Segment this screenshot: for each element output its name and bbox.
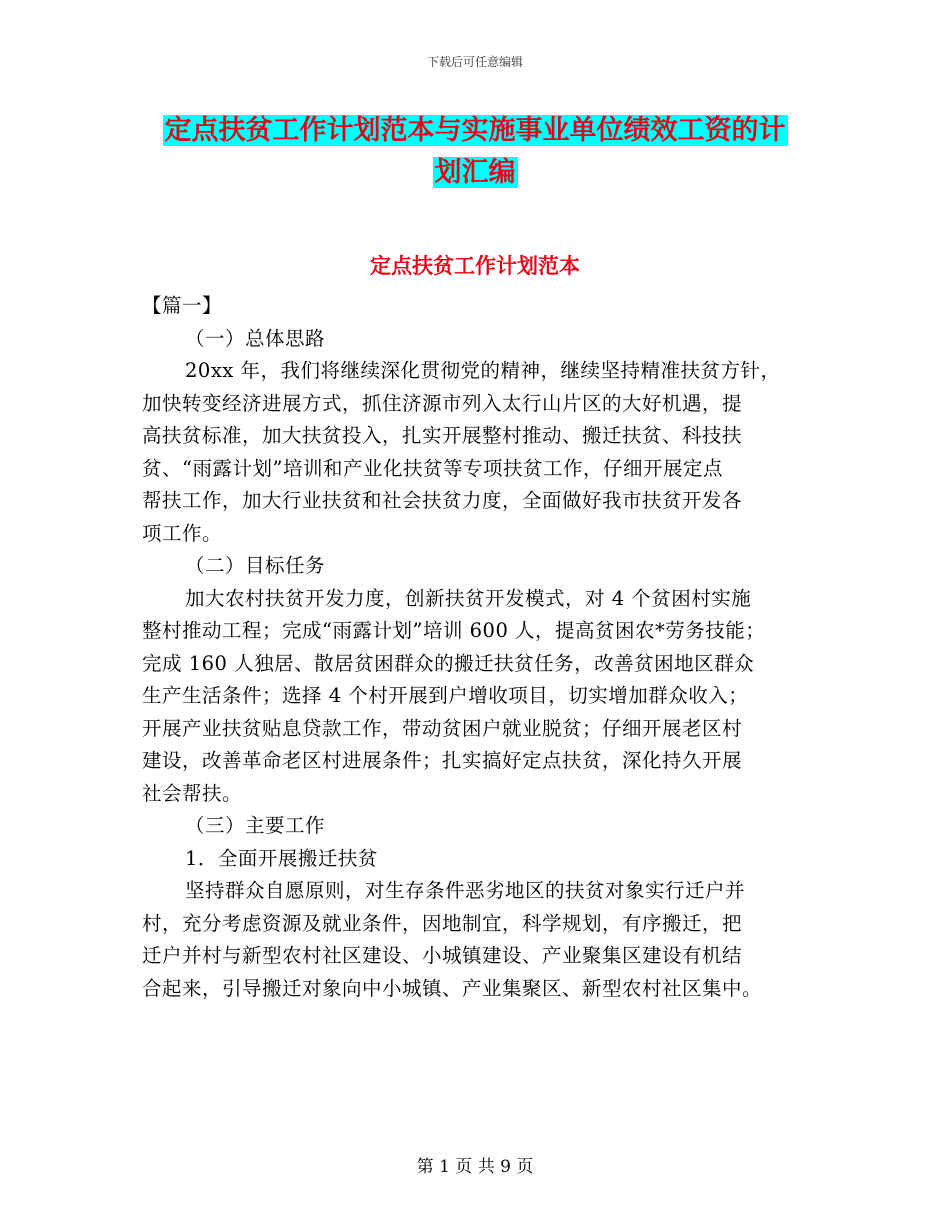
text-line: 项工作。: [142, 521, 223, 545]
title-line-2: 划汇编: [434, 157, 516, 188]
text-line: 建设，改善革命老区村进展条件；扎实搞好定点扶贫，深化持久开展: [142, 749, 743, 772]
text-line: 迁户并村与新型农村社区建设、小城镇建设、产业聚集区建设有机结: [142, 944, 743, 967]
text-line: 整村推动工程；完成“雨露计划”培训 600 人，提高贫困农*劳务技能；: [142, 619, 766, 642]
text-line: 生产生活条件；选择 4 个村开展到户增收项目，切实增加群众收入；: [142, 684, 749, 707]
text-line: 1．全面开展搬迁扶贫: [185, 846, 378, 870]
title-line-1: 定点扶贫工作计划范本与实施事业单位绩效工资的计: [164, 115, 786, 146]
text-line: 开展产业扶贫贴息贷款工作，带动贫困户就业脱贫；仔细开展老区村: [142, 716, 743, 740]
text-line: 村，充分考虑资源及就业条件，因地制宜，科学规划，有序搬迁，把: [142, 911, 743, 935]
text-line: （一）总体思路: [185, 326, 326, 350]
text-line: 完成 160 人独居、散居贫困群众的搬迁扶贫任务，改善贫困地区群众: [142, 651, 755, 675]
text-line: 坚持群众自愿原则，对生存条件恶劣地区的扶贫对象实行迁户并: [185, 879, 746, 902]
header-note: 下载后可任意编辑: [426, 55, 523, 69]
text-line: 合起来，引导搬迁对象向中小城镇、产业集聚区、新型农村社区集中。: [142, 976, 763, 1000]
section-title: 定点扶贫工作计划范本: [370, 254, 580, 278]
text-line: 20xx 年，我们将继续深化贯彻党的精神，继续坚持精准扶贫方针，: [185, 359, 781, 382]
document-title: [0, 110, 950, 194]
text-line: （三）主要工作: [185, 814, 326, 837]
text-line: 高扶贫标准，加大扶贫投入，扎实开展整村推动、搬迁扶贫、科技扶: [142, 424, 743, 447]
text-line: 加大农村扶贫开发力度，创新扶贫开发模式，对 4 个贫困村实施: [185, 586, 752, 610]
text-line: （二）目标任务: [185, 554, 326, 577]
text-line: 帮扶工作，加大行业扶贫和社会扶贫力度，全面做好我市扶贫开发各: [142, 489, 743, 512]
text-line: 加快转变经济进展方式，抓住济源市列入太行山片区的大好机遇，提: [142, 391, 743, 415]
text-line: 【篇一】: [142, 294, 223, 317]
page-footer: 第 1 页 共 9 页: [416, 1157, 534, 1177]
body-text: [142, 290, 810, 1005]
text-line: 贫、“雨露计划”培训和产业化扶贫等专项扶贫工作，仔细开展定点: [142, 456, 723, 480]
text-line: 社会帮扶。: [142, 781, 243, 805]
